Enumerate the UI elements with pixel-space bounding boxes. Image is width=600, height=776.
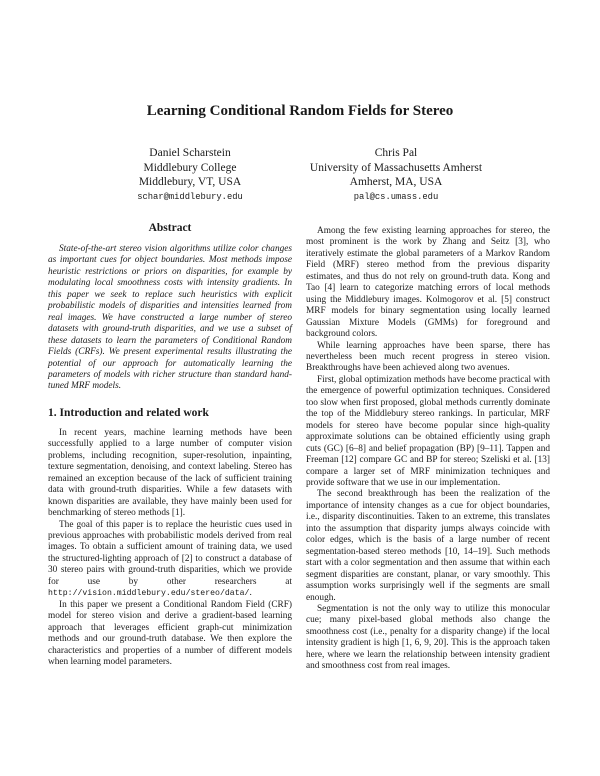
author-block-1: [100, 146, 280, 204]
author-block-2: [262, 146, 530, 204]
paragraph: In recent years, machine learning methods have been successfully applied to a large number of computer vision problems, including recognition, super-resolution, inpainting, texture segmentation, denoising, and context labeling. Stereo has remained an exception because of the lack of sufficient training data with ground-truth disparities. While a few datasets with known disparities are available, they have mainly been used for benchmarking of stereo methods [1].: [48, 427, 292, 519]
right-column: [306, 226, 550, 673]
dataset-url-link[interactable]: http://vision.middlebury.edu/stereo/data/: [48, 589, 250, 599]
author-affiliation: Middlebury College: [143, 161, 237, 174]
paragraph: Segmentation is not the only way to utilize this monocular cue; many pixel-based global methods also change the smoothness cost (i.e., penalty for a disparity change) if the local intensity gradient is high [1, 6, 9, 20]. This is the approach taken here, where we learn the relationship between intensity gradient and smoothness cost from real images.: [306, 603, 550, 672]
author-email: pal@cs.umass.edu: [353, 191, 439, 202]
paragraph: [48, 520, 292, 600]
author-location: Middlebury, VT, USA: [138, 176, 242, 188]
left-column: [48, 222, 292, 668]
paragraph: First, global optimization methods have become practical with the emergence of powerful optimization techniques. Considered too slow when first proposed, global methods currently dominate the top of the Middlebury stereo rankings. In particular, MRF models for stereo have become popular since high-quality approximate solutions can be obtained efficiently using graph cuts (GC) [6–8] and belief propagation (BP) [9–11]. Tappen and Freeman [12] compare GC and BP for stereo; Szeliski et al. [13] compare a larger set of MRF minimization techniques and provide software that we use in our implementation.: [306, 374, 550, 488]
author-affiliation: University of Massachusetts Amherst: [309, 161, 483, 174]
section-heading: 1. Introduction and related work: [48, 406, 209, 419]
paragraph: The second breakthrough has been the realization of the importance of intensity changes as a cue for object boundaries, i.e., disparity discontinuities. Taken to an extreme, this translates into the assumption that disparity jumps always coincide with color edges, which is the basis of a large number of recent segmentation-based stereo methods [10, 14–19]. Such methods start with a color segmentation and then assume that within each segment disparities are constant, planar, or vary smoothly. This assumption works surprisingly well if the segments are small enough.: [306, 489, 550, 603]
abstract-heading: Abstract: [148, 222, 192, 234]
paragraph: In this paper we present a Conditional Random Field (CRF) model for stereo vision and derive a gradient-based learning approach that leverages efficient graph-cut minimization methods and our ground-truth database. We then explore the characteristics and properties of a number of different models when learning model parameters.: [48, 599, 292, 667]
paragraph: While learning approaches have been sparse, there has nevertheless been much recent progress in stereo vision. Breakthroughs have been achieved along two avenues.: [306, 340, 550, 374]
abstract-text: State-of-the-art stereo vision algorithms utilize color changes as important cues for object boundaries. Most methods impose heuristic restrictions or priors on disparities, for example by modulating local smoothness costs with intensity gradients. In this paper we seek to replace such heuristics with explicit probabilistic models of disparities and intensities learned from real images. We have constructed a large number of stereo datasets with ground-truth disparities, and we use a subset of these datasets to learn the parameters of Conditional Random Fields (CRFs). We present experimental results illustrating the potential of our approach for automatically learning the parameters of models with richer structure than standard hand-tuned MRF models.: [48, 244, 292, 392]
author-name: Chris Pal: [374, 147, 418, 159]
paragraph: Among the few existing learning approaches for stereo, the most prominent is the work by Zhang and Seitz [3], who iteratively estimate the global parameters of a Markov Random Field (MRF) stereo method from the previous disparity estimates, and thus do not rely on ground-truth data. Kong and Tao [4] learn to categorize matching errors of local methods using the Middlebury images. Kolmogorov et al. [5] construct MRF models for binary segmentation using locally learned Gaussian Mixture Models (GMMs) for foreground and background colors.: [306, 226, 550, 340]
author-location: Amherst, MA, USA: [349, 176, 443, 188]
author-name: Daniel Scharstein: [149, 147, 231, 159]
author-email: schar@middlebury.edu: [137, 191, 243, 202]
paragraph-text: .: [249, 588, 252, 599]
paragraph-text: The goal of this paper is to replace the heuristic cues used in previous approaches with probabilistic models derived from real images. To obtain a sufficient amount of training data, we used the structured-lighting approach of [2] to construct a database of 30 stereo pairs with ground-truth disparities, which we provide for use by other researchers at: [48, 519, 292, 587]
paper-title: Learning Conditional Random Fields for Stereo: [146, 103, 454, 119]
